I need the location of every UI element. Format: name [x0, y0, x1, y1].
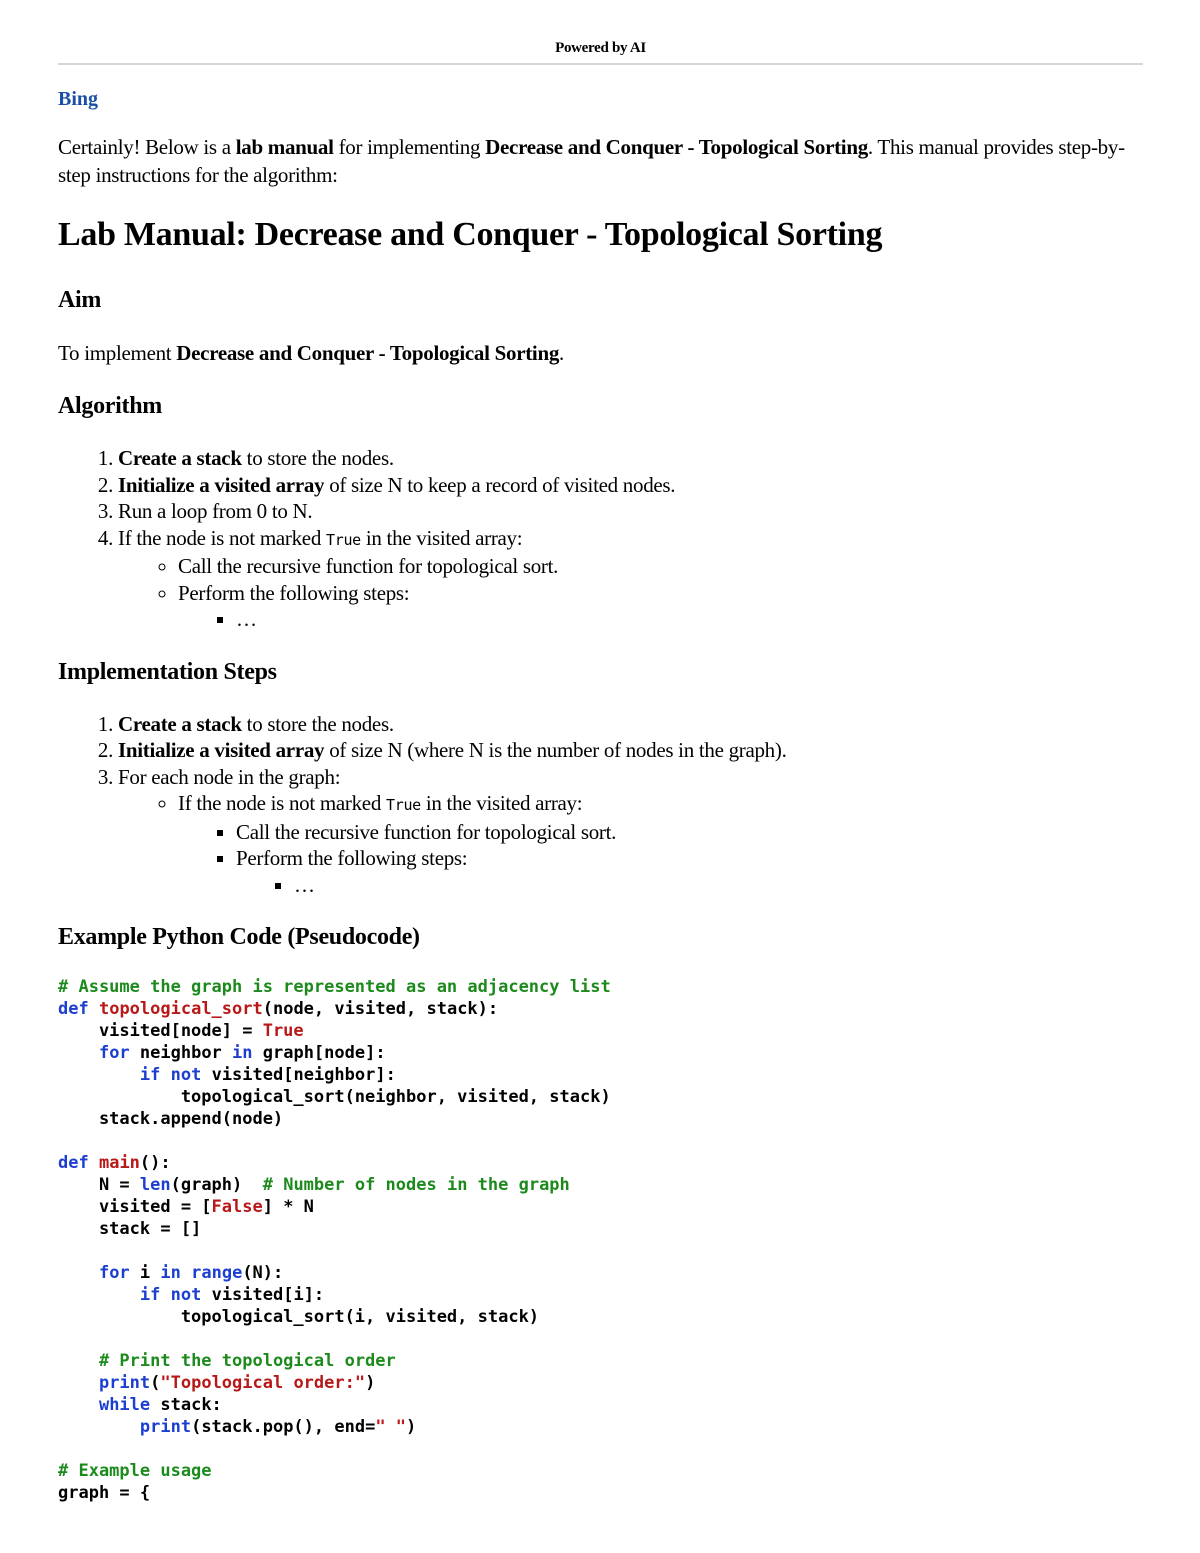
- code-string: " ": [375, 1417, 407, 1437]
- step-bold: Initialize a visited array: [118, 738, 325, 762]
- sub-list: [118, 553, 1148, 633]
- code-string: "Topological order:": [160, 1373, 366, 1393]
- intro-bold-1: lab manual: [235, 135, 334, 159]
- aim-text-2: .: [559, 341, 564, 365]
- code-block: # Assume the graph is represented as an adjacency list def topological_sort(node, visited, stack): visited[node] = True for neighbor in graph[node]: if not visited[neighbor]: topological_sort(neighbor, visited, stack) stack.append(node) def main(): N = len(graph) # Number of nodes in the graph visited = [False] * N stack = [] for i in range(N): if not visited[i]: topological_sort(i, visited, stack) # Print the topological order print("Topological order:") while stack: print(stack.pop(), end=" ") # Example usage graph = {: [58, 977, 611, 1503]
- code-comment: # Number of nodes in the graph: [262, 1175, 570, 1195]
- code-keyword: in: [160, 1263, 181, 1283]
- algorithm-steps: [58, 445, 1148, 633]
- step-text: to store the nodes.: [241, 711, 394, 736]
- code-text: stack = []: [58, 1219, 202, 1239]
- code-keyword: def: [58, 1153, 89, 1173]
- aim-text-1: To implement: [58, 341, 177, 365]
- code-text: visited = [: [58, 1197, 212, 1217]
- list-item: [236, 845, 1148, 898]
- code-text: i: [129, 1263, 161, 1283]
- list-item: [118, 711, 1148, 738]
- code-keyword: if: [139, 1285, 161, 1305]
- example-code-heading: Example Python Code (Pseudocode): [58, 924, 420, 950]
- step-text: of size N to keep a record of visited nodes.: [324, 472, 676, 497]
- implementation-heading: Implementation Steps: [58, 658, 277, 685]
- code-comment: # Assume the graph is represented as an adjacency list: [58, 977, 611, 997]
- code-keyword: for: [98, 1263, 130, 1283]
- step-bold: Initialize a visited array: [118, 472, 325, 497]
- code-keyword: in: [232, 1043, 253, 1063]
- code-literal: False: [211, 1197, 263, 1217]
- code-text: topological_sort(neighbor, visited, stack): [58, 1087, 611, 1107]
- list-item: [118, 764, 1148, 899]
- code-function-name: main: [98, 1153, 140, 1173]
- aim-heading: Aim: [58, 287, 102, 313]
- code-builtin: print: [98, 1373, 151, 1393]
- code-comment: # Print the topological order: [98, 1351, 396, 1371]
- step-text: in the visited array:: [420, 791, 583, 815]
- list-item: ◦ Call the recursive function for topological sort.: [178, 553, 1148, 580]
- step-text: to store the nodes.: [241, 446, 394, 470]
- code-keyword: for: [98, 1043, 130, 1063]
- intro-text-3: . This manual provides step-by-step instructions for the algorithm:: [58, 135, 1125, 187]
- author-label: Bing: [58, 88, 99, 110]
- sub-sub-sub-list: [236, 872, 1148, 899]
- intro-text-2: for implementing: [333, 135, 486, 159]
- intro-bold-2: Decrease and Conquer - Topological Sorting: [485, 135, 868, 159]
- step-text: of size N (where N is the number of nodes in the graph).: [324, 738, 787, 762]
- code-text: (N):: [242, 1263, 284, 1283]
- step-text: For each node in the graph:: [118, 764, 341, 789]
- step-text: If the node is not marked: [118, 525, 326, 550]
- code-keyword: not: [170, 1065, 202, 1085]
- implementation-steps: [58, 711, 1148, 899]
- code-text: ): [406, 1417, 417, 1437]
- list-item: ▪ Call the recursive function for topological sort.: [236, 819, 1148, 846]
- inline-code: True: [325, 530, 361, 549]
- code-text: visited[node] =: [58, 1021, 263, 1041]
- code-function-name: topological_sort: [98, 999, 263, 1019]
- document-content: [58, 88, 1148, 1504]
- header-divider: [58, 63, 1143, 65]
- code-keyword: not: [170, 1285, 202, 1305]
- list-item: [118, 472, 1148, 499]
- list-item: [118, 525, 1148, 633]
- step-bold: Create a stack: [118, 711, 242, 736]
- aim-paragraph: [58, 339, 1148, 367]
- code-text: visited[i]:: [201, 1285, 325, 1305]
- algorithm-heading: Algorithm: [58, 393, 162, 419]
- code-text: neighbor: [129, 1043, 233, 1063]
- code-keyword: while: [98, 1395, 151, 1415]
- list-item: ▪ …: [294, 872, 1148, 899]
- list-item: [118, 737, 1148, 764]
- intro-text-1: Certainly! Below is a: [58, 135, 236, 159]
- code-text: topological_sort(i, visited, stack): [58, 1307, 540, 1327]
- sub-sub-list: [178, 819, 1148, 899]
- step-text: in the visited array:: [360, 525, 523, 550]
- inline-code: True: [385, 796, 421, 814]
- code-text: graph[node]:: [252, 1043, 386, 1063]
- list-item: [118, 445, 1148, 472]
- code-builtin: len: [139, 1175, 171, 1195]
- code-keyword: def: [58, 999, 89, 1019]
- powered-by-header: Powered by AI: [555, 40, 646, 56]
- code-literal: True: [262, 1021, 304, 1041]
- code-text: N =: [58, 1175, 140, 1195]
- code-text: (node, visited, stack):: [262, 999, 499, 1019]
- step-text: Run a loop from 0 to N.: [118, 499, 313, 523]
- list-item: ▪ …: [236, 606, 1148, 633]
- code-builtin: print: [139, 1417, 192, 1437]
- code-text: stack:: [150, 1395, 222, 1415]
- code-text: stack.append(node): [58, 1109, 284, 1129]
- list-item: [178, 580, 1148, 633]
- code-text: visited[neighbor]:: [201, 1065, 396, 1085]
- code-comment: # Example usage: [58, 1461, 212, 1481]
- code-text: ] * N: [262, 1197, 314, 1217]
- list-item: [118, 498, 1148, 525]
- code-text: (graph): [170, 1175, 263, 1195]
- intro-paragraph: [58, 133, 1148, 189]
- code-builtin: range: [191, 1263, 243, 1283]
- step-bold: Create a stack: [118, 446, 242, 470]
- sub-list: [118, 790, 1148, 898]
- step-text: If the node is not marked: [178, 791, 386, 815]
- sub-sub-list: [178, 606, 1148, 633]
- aim-bold: Decrease and Conquer - Topological Sorting: [176, 341, 560, 365]
- step-text: Perform the following steps:: [178, 580, 410, 605]
- step-text: Perform the following steps:: [236, 846, 468, 870]
- code-text: graph = {: [58, 1483, 151, 1503]
- code-text: (stack.pop(), end=: [191, 1417, 376, 1437]
- code-text: ():: [139, 1153, 171, 1173]
- list-item: [178, 790, 1148, 898]
- code-keyword: if: [139, 1065, 161, 1085]
- page-title: Lab Manual: Decrease and Conquer - Topological Sorting: [58, 216, 883, 253]
